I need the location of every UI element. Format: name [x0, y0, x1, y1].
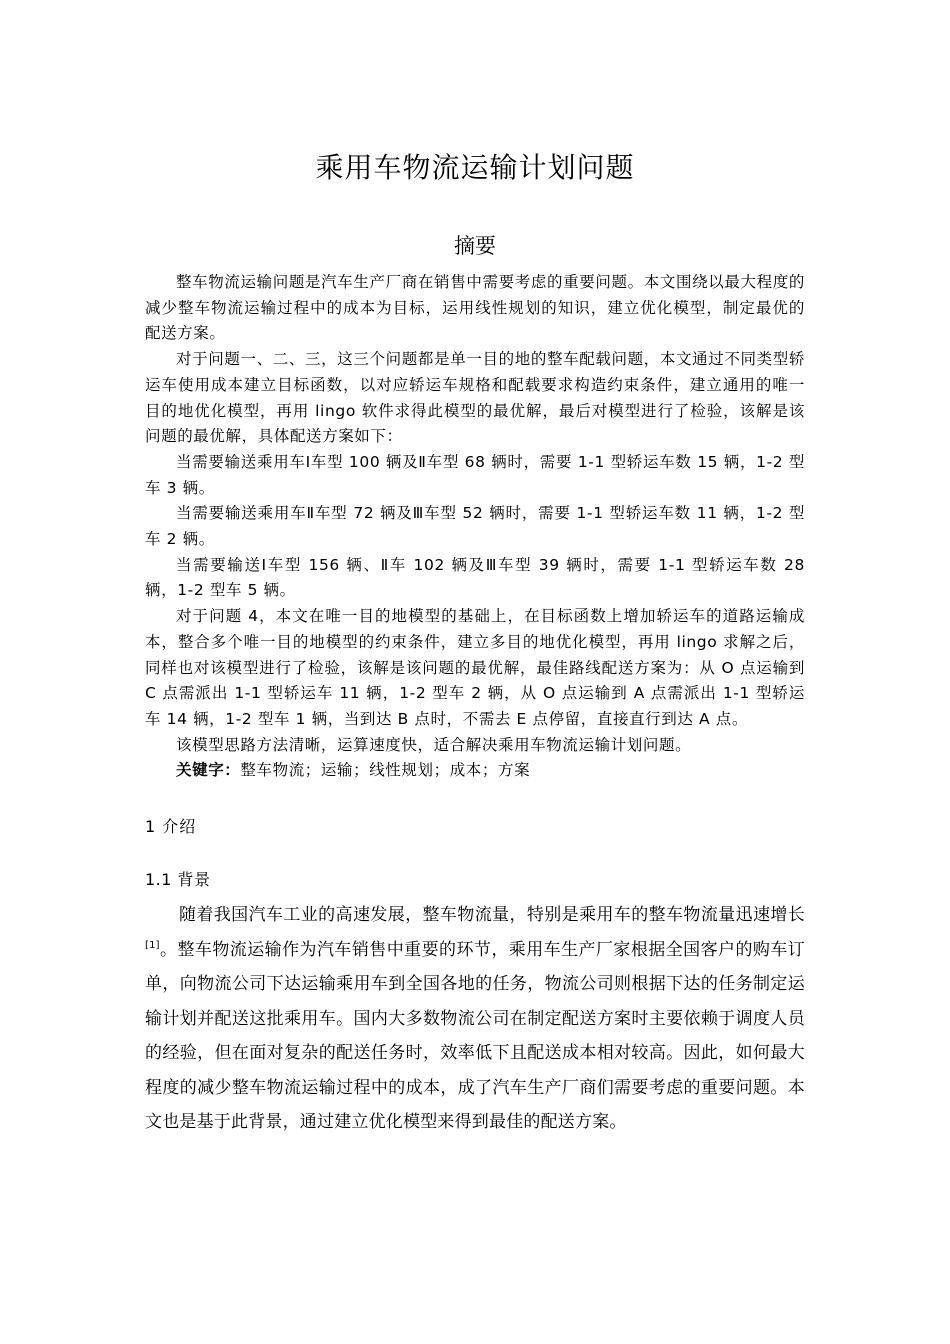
abstract-paragraph: 该模型思路方法清晰，运算速度快，适合解决乘用车物流运输计划问题。 [176, 735, 692, 754]
background-text-part2: 。整车物流运输作为汽车销售中重要的环节，乘用车生产厂家根据全国客户的购车订单，向物流公司下达运输乘用车到全国各地的任务，物流公司则根据下达的任务制定运输计划并配送这批乘用车。国内大多数物流公司在制定配送方案时主要依赖于调度人员的经验，但在面对复杂的配送任务时，效率低下且配送成本相对较高。因此，如何最大程度的减少整车物流运输过程中的成本，成了汽车生产厂商们需要考虑的重要问题。本文也是基于此背景，通过建立优化模型来得到最佳的配送方案。 [145, 939, 805, 1132]
abstract-heading: 摘要 [454, 234, 496, 258]
subsection-heading: 1.1 背景 [145, 870, 211, 889]
citation-ref[interactable]: [1] [145, 939, 160, 951]
abstract-paragraph: 当需要输送乘用车Ⅰ车型 100 辆及Ⅱ车型 68 辆时，需要 1-1 型轿运车数 15 辆，1-2 型车 3 辆。 [145, 452, 805, 497]
abstract-paragraph: 对于问题 4，本文在唯一目的地模型的基础上，在目标函数上增加轿运车的道路运输成本，整合多个唯一目的地模型的约束条件，建立多目的地优化模型，再用 lingo 求解之后，同样也对该模型进行了检验，该解是该问题的最优解，最佳路线配送方案为：从 O 点运输到 C 点需派出 1-1 型轿运车 11 辆，1-2 型车 2 辆，从 O 点运输到 A 点需派出 1-1 型轿运车 14 辆，1-2 型车 1 辆，当到达 B 点时，不需去 E 点停留，直接直行到达 A 点。 [145, 607, 805, 728]
background-paragraph [145, 898, 805, 1140]
paper-title: 乘用车物流运输计划问题 [315, 151, 635, 184]
abstract-paragraph: 对于问题一、二、三，这三个问题都是单一目的地的整车配载问题，本文通过不同类型轿运车使用成本建立目标函数，以对应轿运车规格和配载要求构造约束条件，建立通用的唯一目的地优化模型，再用 lingo 软件求得此模型的最优解，最后对模型进行了检验，该解是该问题的最优解，具体配送方案如下： [145, 350, 805, 446]
background-text-part1: 随着我国汽车工业的高速发展，整车物流量，特别是乘用车的整车物流量迅速增长 [179, 905, 805, 925]
keywords-line [145, 758, 805, 784]
keywords-label: 关键字： [176, 761, 241, 780]
abstract-paragraph: 当需要输送Ⅰ车型 156 辆、Ⅱ车 102 辆及Ⅲ车型 39 辆时，需要 1-1 型轿运车数 28 辆，1-2 型车 5 辆。 [145, 555, 805, 600]
abstract-body [145, 270, 805, 784]
keywords-list: 整车物流；运输；线性规划；成本；方案 [240, 761, 531, 780]
section-heading: 1 介绍 [145, 817, 197, 836]
abstract-paragraph: 整车物流运输问题是汽车生产厂商在销售中需要考虑的重要问题。本文围绕以最大程度的减少整车物流运输过程中的成本为目标，运用线性规划的知识，建立优化模型，制定最优的配送方案。 [145, 273, 805, 343]
abstract-paragraph: 当需要输送乘用车Ⅱ车型 72 辆及Ⅲ车型 52 辆时，需要 1-1 型轿运车数 11 辆，1-2 型车 2 辆。 [145, 504, 805, 549]
